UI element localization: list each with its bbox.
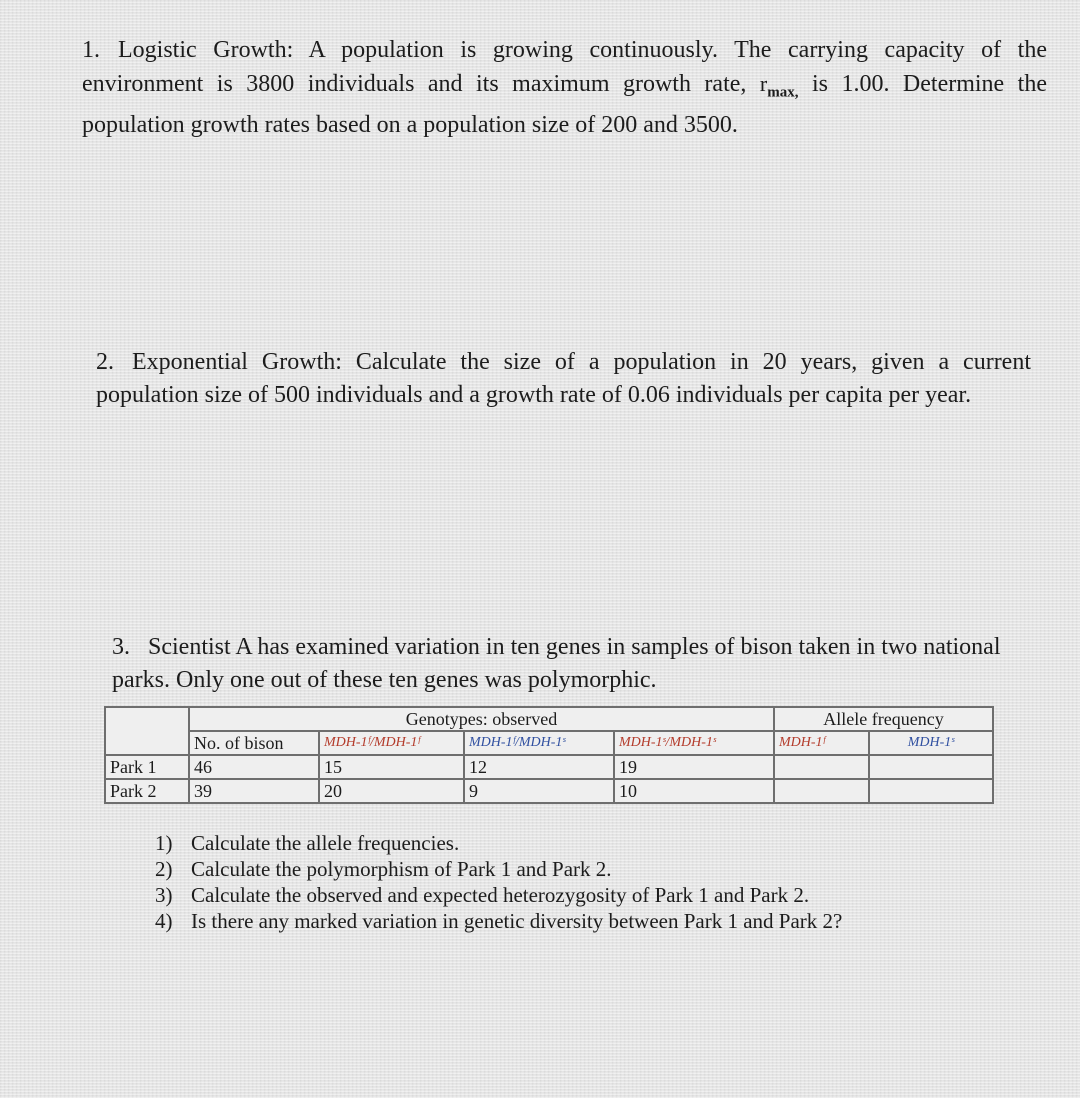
park-label: Park 1 [105, 755, 189, 779]
question-1-tail: is 1.00. Determine the population growth rates based on a population size of 200 and 3500. [82, 71, 1047, 139]
no-of-bison-header: No. of bison [189, 731, 319, 755]
question-1-number: 1. [82, 37, 100, 63]
genotype-fs-value: 12 [464, 755, 614, 779]
genotype-fs-value: 9 [464, 779, 614, 803]
list-item: 3) Calculate the observed and expected heterozygosity of Park 1 and Park 2. [155, 883, 810, 907]
genotypes-header: Genotypes: observed [189, 707, 774, 731]
allele-f-value [774, 755, 869, 779]
question-2-text: Exponential Growth: Calculate the size of a population in 20 years, given a current population size of 500 individuals and a growth rate of 0.06 individuals per capita per year. [96, 349, 1031, 408]
table-header-row-1 [105, 707, 993, 731]
question-1-text: Logistic Growth: A population is growing continuously. The carrying capacity of the environment is 3800 individuals and its maximum growth rate, [82, 37, 1047, 97]
genotype-table [104, 706, 994, 804]
question-2 [96, 346, 1031, 412]
genotype-ss-header: MDH-1ˢ/MDH-1ˢ [614, 731, 774, 755]
question-1 [82, 34, 1047, 142]
list-item: 4) Is there any marked variation in genetic diversity between Park 1 and Park 2? [155, 909, 843, 933]
allele-s-value [869, 755, 993, 779]
genotype-ff-value: 20 [319, 779, 464, 803]
genotype-fs-header: MDH-1ᶠ/MDH-1ˢ [464, 731, 614, 755]
list-item: 1) Calculate the allele frequencies. [155, 831, 460, 855]
allele-s-header: MDH-1ˢ [869, 731, 993, 755]
table-corner [105, 707, 189, 731]
genotype-ff-value: 15 [319, 755, 464, 779]
allele-frequency-header: Allele frequency [774, 707, 993, 731]
question-3-text: Scientist A has examined variation in ten genes in samples of bison taken in two national parks. Only one out of these ten genes was polymorphic. [112, 634, 1001, 693]
list-item: 2) Calculate the polymorphism of Park 1 and Park 2. [155, 857, 612, 881]
genotype-ss-value: 10 [614, 779, 774, 803]
table-row [105, 779, 993, 803]
genotype-ss-value: 19 [614, 755, 774, 779]
park-label: Park 2 [105, 779, 189, 803]
table-row [105, 755, 993, 779]
question-2-number: 2. [96, 349, 114, 375]
allele-f-value [774, 779, 869, 803]
question-3 [112, 631, 1017, 697]
bison-count: 46 [189, 755, 319, 779]
allele-s-value [869, 779, 993, 803]
genotype-ff-header: MDH-1ᶠ/MDH-1ᶠ [319, 731, 464, 755]
bison-count: 39 [189, 779, 319, 803]
r-max-symbol: $r_{max,}$ [759, 71, 799, 101]
subquestion-list [155, 830, 842, 934]
table-header-row-2 [105, 731, 993, 755]
question-3-number: 3. [112, 634, 130, 660]
allele-f-header: MDH-1ᶠ [774, 731, 869, 755]
